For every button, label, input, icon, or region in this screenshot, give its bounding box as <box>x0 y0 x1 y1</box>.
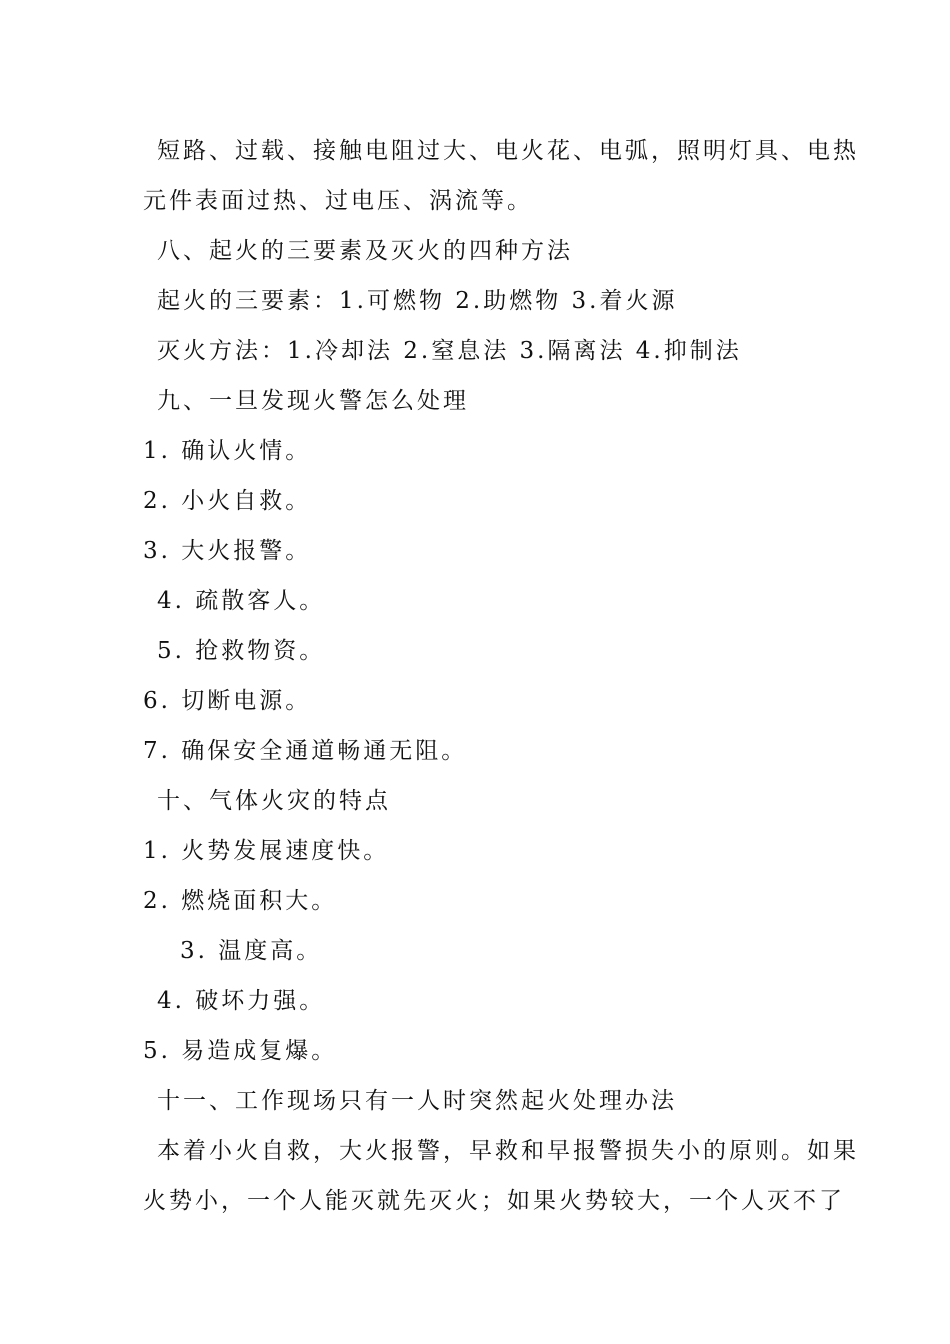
list-item: 5. 抢救物资。 <box>157 638 326 664</box>
paragraph-line: 元件表面过热、过电压、涡流等。 <box>143 188 533 214</box>
section-heading-11: 十一、工作现场只有一人时突然起火处理办法 <box>157 1088 677 1114</box>
list-item: 1. 确认火情。 <box>143 438 312 464</box>
list-item: 7. 确保安全通道畅通无阻。 <box>143 738 468 764</box>
list-item: 1. 火势发展速度快。 <box>143 838 390 864</box>
paragraph-line: 本着小火自救，大火报警，早救和早报警损失小的原则。如果 <box>157 1138 859 1164</box>
list-item: 3. 温度高。 <box>180 938 323 964</box>
list-item: 2. 小火自救。 <box>143 488 312 514</box>
list-item: 2. 燃烧面积大。 <box>143 888 338 914</box>
list-item: 4. 破坏力强。 <box>157 988 326 1014</box>
section-heading-8: 八、起火的三要素及灭火的四种方法 <box>157 238 573 264</box>
paragraph-line: 短路、过载、接触电阻过大、电火花、电弧，照明灯具、电热 <box>157 138 859 164</box>
paragraph-line: 火势小，一个人能灭就先灭火；如果火势较大，一个人灭不了 <box>143 1188 845 1214</box>
list-item: 5. 易造成复爆。 <box>143 1038 338 1064</box>
paragraph-line: 起火的三要素：1.可燃物 2.助燃物 3.着火源 <box>157 288 678 314</box>
list-item: 4. 疏散客人。 <box>157 588 326 614</box>
section-heading-9: 九、一旦发现火警怎么处理 <box>157 388 469 414</box>
section-heading-10: 十、气体火灾的特点 <box>157 788 391 814</box>
list-item: 3. 大火报警。 <box>143 538 312 564</box>
paragraph-line: 灭火方法：1.冷却法 2.窒息法 3.隔离法 4.抑制法 <box>157 338 742 364</box>
list-item: 6. 切断电源。 <box>143 688 312 714</box>
